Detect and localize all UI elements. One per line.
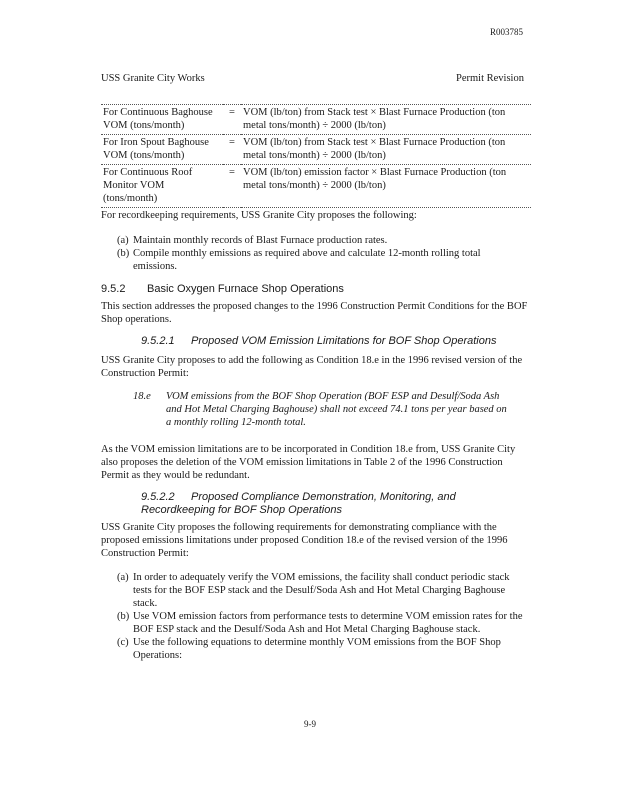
- list-item-label: (a): [117, 235, 129, 246]
- subsection-number: 9.5.2.1: [141, 335, 175, 347]
- list-item-text: Use VOM emission factors from performance tests to determine VOM emission rates for the BOF ESP stack and the Desulf/Soda Ash and Hot Metal Charging Baghouse stack.: [133, 611, 523, 635]
- compliance-list: [117, 571, 527, 662]
- recordkeeping-intro: For recordkeeping requirements, USS Granite City proposes the following:: [101, 210, 417, 221]
- section-heading-952: [101, 283, 344, 296]
- subsection-heading-9522: [141, 491, 521, 517]
- list-item-label: (b): [117, 611, 130, 622]
- formula-equals: =: [229, 107, 235, 118]
- formula-source: For Continuous Roof Monitor VOM (tons/month): [103, 167, 193, 204]
- table-row: [101, 165, 531, 208]
- section-number: 9.5.2: [101, 283, 126, 295]
- table-row: [101, 135, 531, 165]
- list-item: [117, 571, 527, 610]
- list-item-text: In order to adequately verify the VOM emissions, the facility shall conduct periodic stack tests for the BOF ESP stack and the Desulf/Soda Ash and Hot Metal Charging Baghouse stack.: [133, 572, 510, 609]
- list-item-label: (b): [117, 248, 130, 259]
- page-number: 9-9: [304, 719, 316, 729]
- section-9521-text: USS Granite City proposes to add the following as Condition 18.e in the 1996 revised version of the Construction Permit:: [101, 355, 523, 379]
- formula-source: For Continuous Baghouse VOM (tons/month): [103, 107, 213, 131]
- recordkeeping-list: [117, 234, 527, 273]
- condition-label: 18.e: [133, 391, 151, 402]
- condition-18e: [133, 390, 513, 429]
- formula-equals: =: [229, 167, 235, 178]
- list-item-text: Compile monthly emissions as required above and calculate 12-month rolling total emissions.: [133, 248, 481, 272]
- header-facility-name: USS Granite City Works: [101, 73, 205, 84]
- formula-source: For Iron Spout Baghouse VOM (tons/month): [103, 137, 209, 161]
- condition-text: VOM emissions from the BOF Shop Operation (BOF ESP and Desulf/Soda Ash and Hot Metal Charging Baghouse) shall not exceed 74.1 tons per year based on a monthly rolling 12-month total.: [166, 391, 507, 428]
- list-item-text: Use the following equations to determine monthly VOM emissions from the BOF Shop Operations:: [133, 637, 501, 661]
- section-9522-text: USS Granite City proposes the following requirements for demonstrating compliance with the proposed emissions limitations under proposed Condition 18.e of the revised version of the 1996 Construction Permit:: [101, 522, 508, 559]
- section-952-text: This section addresses the proposed changes to the 1996 Construction Permit Conditions for the BOF Shop operations.: [101, 301, 528, 325]
- list-item: [117, 247, 527, 273]
- list-item: [117, 234, 527, 247]
- table-row: [101, 105, 531, 135]
- formula-expression: VOM (lb/ton) from Stack test × Blast Furnace Production (ton metal tons/month) ÷ 2000 (lb/ton): [243, 107, 506, 131]
- subsection-title: Proposed VOM Emission Limitations for BOF Shop Operations: [191, 335, 497, 347]
- formula-expression: VOM (lb/ton) from Stack test × Blast Furnace Production (ton metal tons/month) ÷ 2000 (lb/ton): [243, 137, 506, 161]
- section-9521-followup: As the VOM emission limitations are to be incorporated in Condition 18.e from, USS Granite City also proposes the deletion of the VOM emission limitations in Table 2 of the 1996 Construction Permit as they would be redundant.: [101, 444, 516, 481]
- emission-formula-table: [101, 104, 531, 208]
- document-id: R003785: [490, 27, 524, 37]
- list-item: [117, 610, 527, 636]
- list-item: [117, 636, 527, 662]
- formula-equals: =: [229, 137, 235, 148]
- list-item-label: (a): [117, 572, 129, 583]
- formula-expression: VOM (lb/ton) emission factor × Blast Furnace Production (ton metal tons/month) ÷ 2000 (lb/ton): [243, 167, 507, 191]
- header-document-type: Permit Revision: [456, 73, 524, 84]
- section-title: Basic Oxygen Furnace Shop Operations: [147, 283, 344, 295]
- subsection-title: Proposed Compliance Demonstration, Monitoring, and Recordkeeping for BOF Shop Operations: [141, 491, 456, 516]
- list-item-label: (c): [117, 637, 129, 648]
- subsection-heading-9521: [141, 335, 521, 348]
- subsection-number: 9.5.2.2: [141, 491, 175, 503]
- list-item-text: Maintain monthly records of Blast Furnace production rates.: [133, 235, 388, 246]
